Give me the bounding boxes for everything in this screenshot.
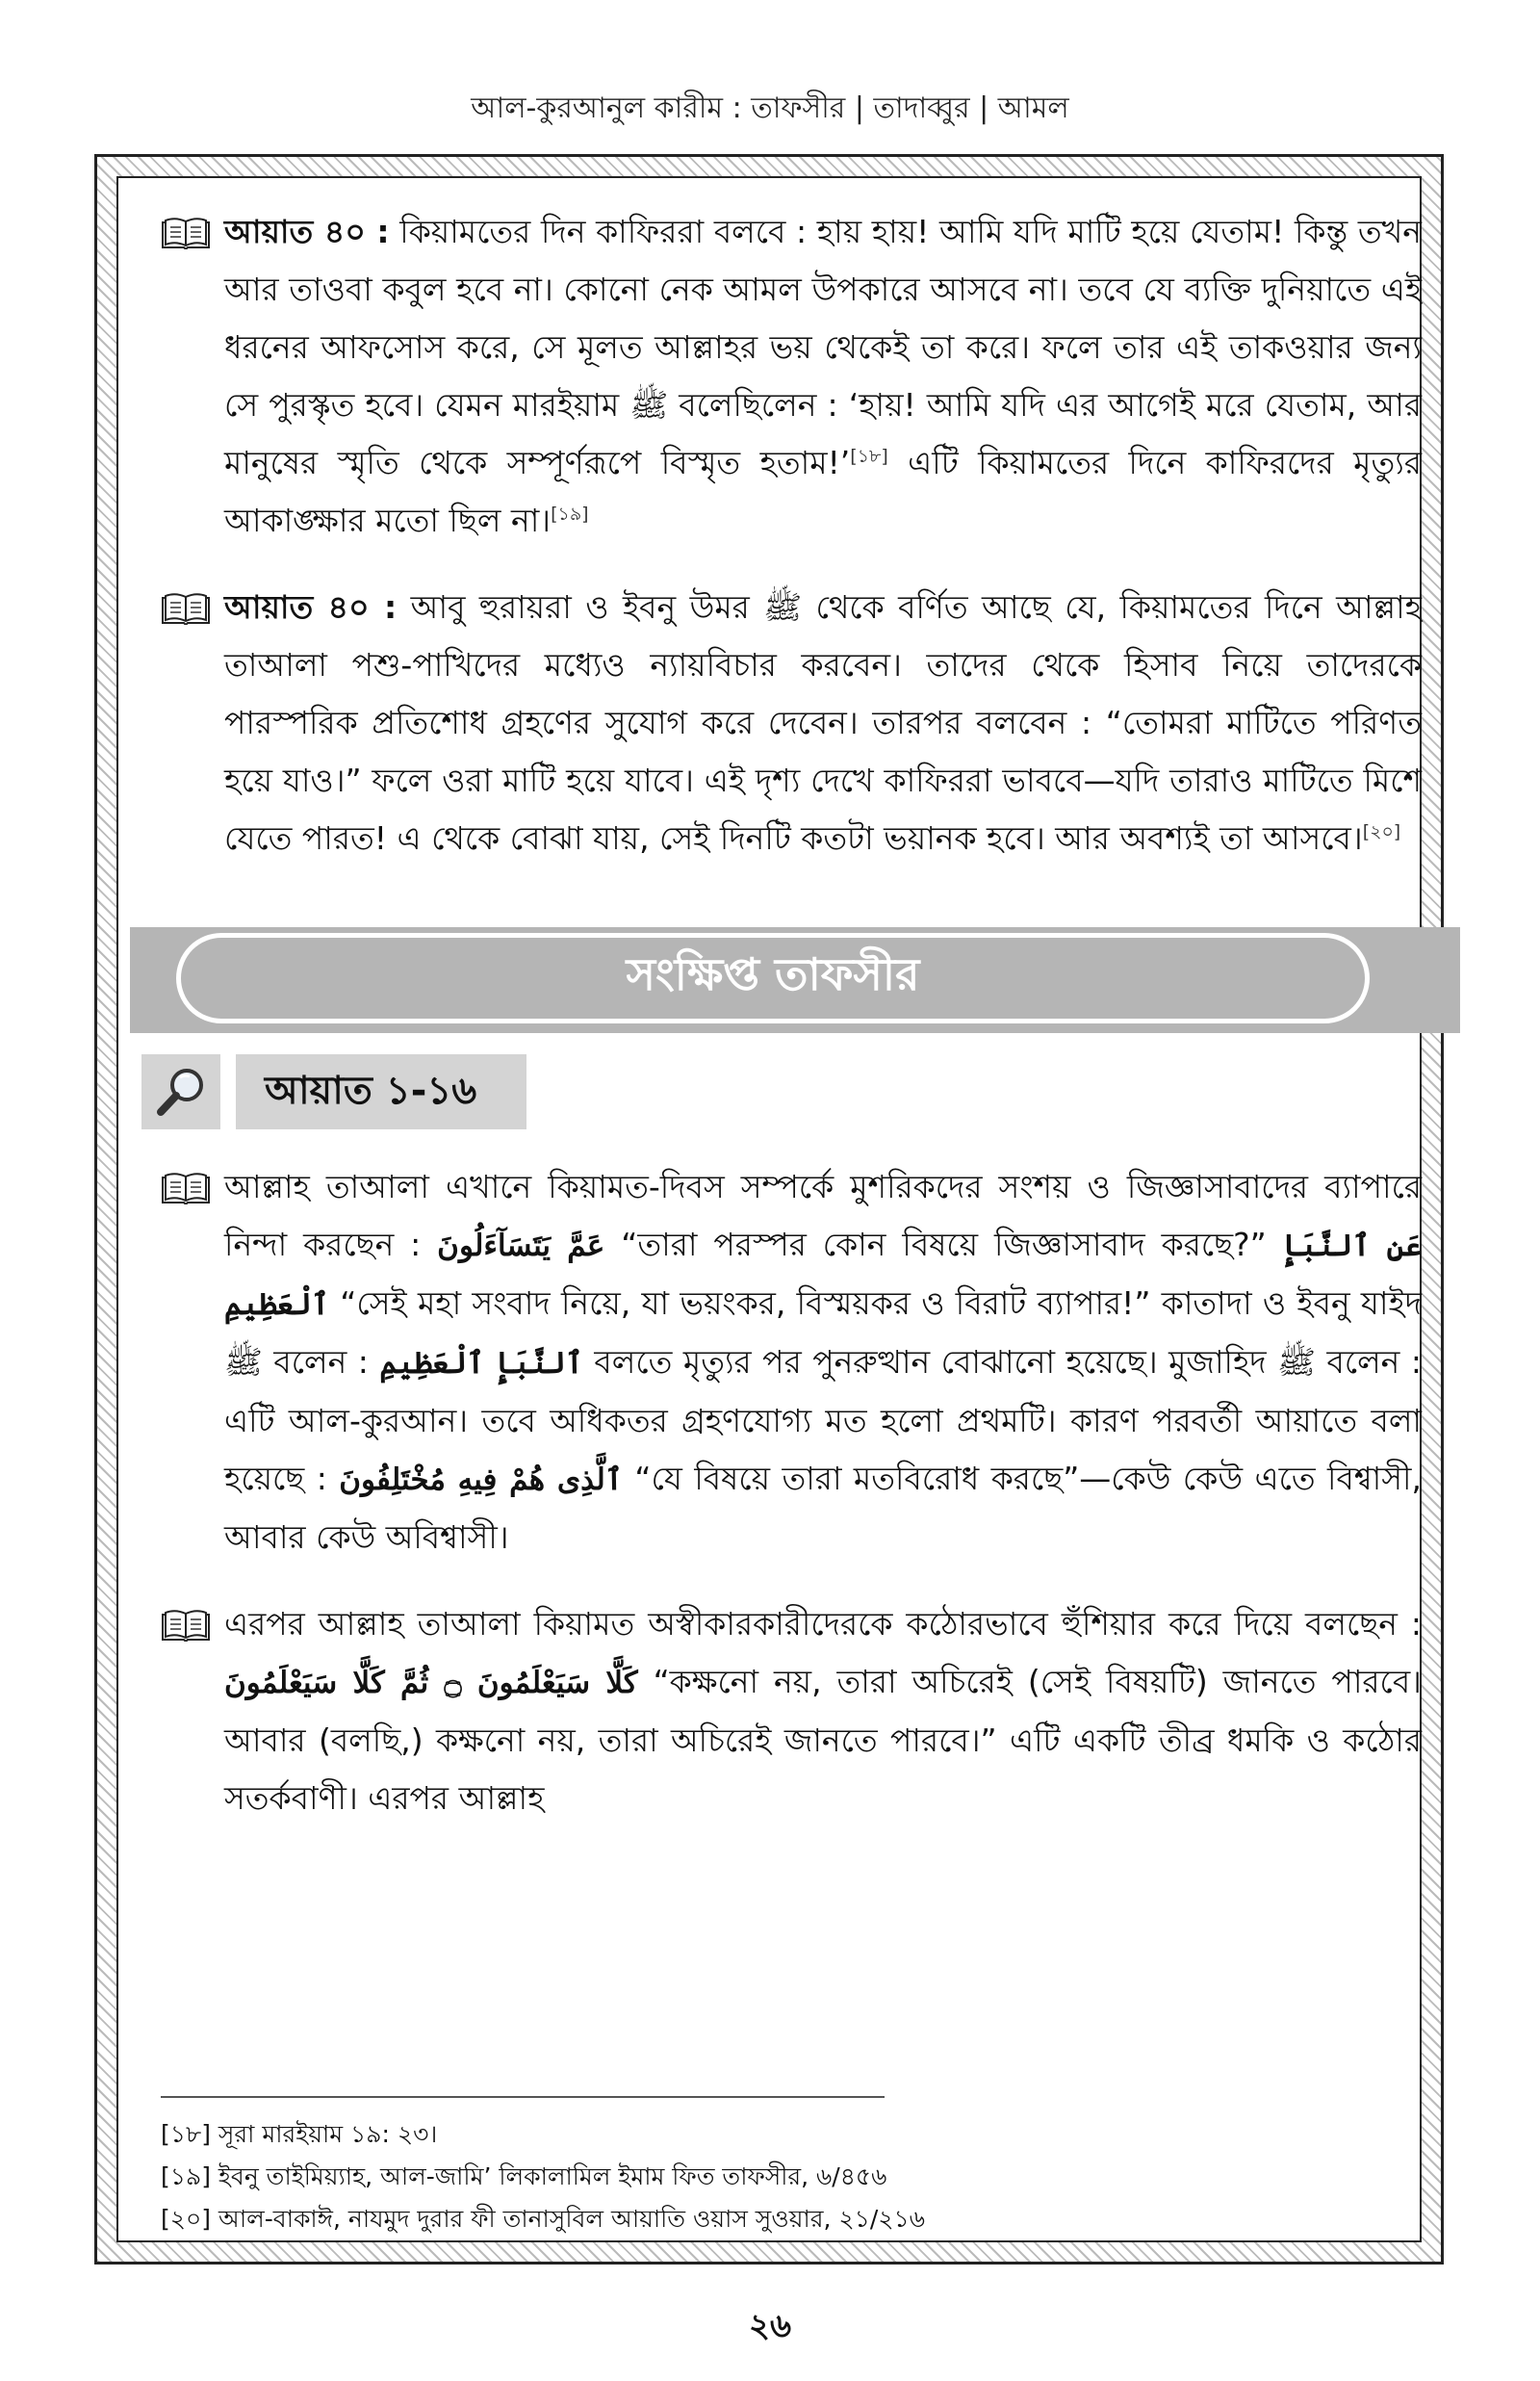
paragraph-text: “তারা পরস্পর কোন বিষয়ে জিজ্ঞাসাবাদ করছে?” <box>604 1226 1283 1263</box>
section-title: সংক্ষিপ্ত তাফসীর <box>176 933 1370 1023</box>
open-book-icon <box>161 592 211 625</box>
paragraph-text-cont: এটি কিয়ামতের দিনে কাফিরদের মৃত্যুর আকাঙ্ক্ষার মতো ছিল না। <box>224 444 1422 539</box>
paragraph-text: “সেই মহা সংবাদ নিয়ে, যা ভয়ংকর, বিস্ময়কর ও বিরাট ব্যাপার!” কাতাদা ও ইবনু যাইদ ﷺ বলেন : <box>224 1284 1422 1381</box>
open-book-icon <box>161 1172 211 1204</box>
ayah-label: আয়াত ৪০ : <box>224 213 390 250</box>
paragraph-text: আল্লাহ তাআলা এখানে কিয়ামত-দিবস সম্পর্কে মুশরিকদের সংশয় ও জিজ্ঞাসাবাদের ব্যাপারে নিন্দা করছেন : <box>224 1168 1422 1263</box>
footnote-ref[interactable]: [২০] <box>1362 821 1401 842</box>
arabic-verse: عَنِ ٱلنَّبَإِ ٱلْعَظِيمِ <box>224 1229 1422 1322</box>
magnifier-box <box>141 1054 220 1129</box>
paragraph-ayah-40-a <box>161 203 1422 550</box>
running-header: আল-কুরআনুল কারীম : তাফসীর | তাদাব্বুর | আমল <box>471 91 1069 125</box>
ornamental-frame <box>94 154 1444 2265</box>
paragraph-tafsir-2 <box>161 1595 1422 1827</box>
paragraph-tafsir-1 <box>161 1158 1422 1566</box>
footnote-ref[interactable]: [১৮] <box>850 446 888 467</box>
paragraph-text: কিয়ামতের দিন কাফিররা বলবে : হায় হায়! আমি যদি মাটি হয়ে যেতাম! কিন্তু তখন আর তাওবা কবুল হবে না। কোনো নেক আমল উপকারে আসবে না। তবে যে ব্যক্তি দুনিয়াতে এই ধরনের আফসোস করে, সে মূলত আল্লাহর ভয় থেকেই তা করে। ফলে তার এই তাকওয়ার জন্য সে পুরস্কৃত হবে। যেমন মারইয়াম ﷺ বলেছিলেন : ‘হায়! আমি যদি এর আগেই মরে যেতাম, আর মানুষের স্মৃতি থেকে সম্পূর্ণরূপে বিস্মৃত হতাম!’ <box>224 213 1422 481</box>
footnote-19: [১৯] ইবনু তাইমিয়্যাহ, আল-জামি’ লিকালামিল ইমাম ফিত তাফসীর, ৬/৪৫৬ <box>161 2162 887 2190</box>
paragraph-ayah-40-b <box>161 579 1422 867</box>
paragraph-text: এরপর আল্লাহ তাআলা কিয়ামত অস্বীকারকারীদেরকে কঠোরভাবে হুঁশিয়ার করে দিয়ে বলছেন : <box>224 1605 1422 1643</box>
page-content <box>161 203 1422 1856</box>
open-book-icon <box>161 1609 211 1642</box>
ayah-range-label: আয়াত ১-১৬ <box>236 1054 526 1129</box>
page-number: ২৬ <box>748 2307 792 2345</box>
arabic-verse: كَلَّا سَيَعْلَمُونَ ۝ ثُمَّ كَلَّا سَيَعْلَمُونَ <box>224 1666 638 1700</box>
footnote-18: [১৮] সূরা মারইয়াম ১৯: ২৩। <box>161 2120 438 2148</box>
footnotes <box>161 2113 1316 2240</box>
footnote-divider <box>161 2096 885 2098</box>
footnote-ref[interactable]: [১৯] <box>551 504 589 525</box>
paragraph-text: “যে বিষয়ে তারা মতবিরোধ করছে”—কেউ কেউ এতে বিশ্বাসী, আবার কেউ অবিশ্বাসী। <box>224 1460 1422 1556</box>
magnifier-icon <box>153 1064 209 1120</box>
paragraph-text: আবু হুরায়রা ও ইবনু উমর ﷺ থেকে বর্ণিত আছে যে, কিয়ামতের দিনে আল্লাহ তাআলা পশু-পাখিদের মধ্যেও ন্যায়বিচার করবেন। তাদের থেকে হিসাব নিয়ে তাদেরকে পারস্পরিক প্রতিশোধ গ্রহণের সুযোগ করে দেবেন। তারপর বলবেন : “তোমরা মাটিতে পরিণত হয়ে যাও।” ফলে ওরা মাটি হয়ে যাবে। এই দৃশ্য দেখে কাফিররা ভাববে—যদি তারাও মাটিতে মিশে যেতে পারত! এ থেকে বোঝা যায়, সেই দিনটি কতটা ভয়ানক হবে। আর অবশ্যই তা আসবে। <box>224 588 1423 857</box>
footnote-20: [২০] আল-বাকাঈ, নাযমুদ দুরার ফী তানাসুবিল আয়াতি ওয়াস সুওয়ার, ২১/২১৬ <box>161 2205 925 2233</box>
frame-inner <box>116 176 1422 2242</box>
ayah-label: আয়াত ৪০ : <box>224 588 398 626</box>
paragraph-text: “কক্ষনো নয়, তারা অচিরেই (সেই বিষয়টি) জানতে পারবে। আবার (বলছি,) কক্ষনো নয়, তারা অচিরেই জানতে পারবে।” এটি একটি তীব্র ধমকি ও কঠোর সতর্কবাণী। এরপর আল্লাহ <box>224 1663 1422 1817</box>
arabic-verse: ٱلنَّبَإِ ٱلْعَظِيمِ <box>379 1346 583 1381</box>
open-book-icon <box>161 217 211 249</box>
arabic-verse: ٱلَّذِى هُمْ فِيهِ مُخْتَلِفُونَ <box>339 1462 624 1497</box>
arabic-verse: عَمَّ يَتَسَآءَلُونَ <box>437 1229 605 1263</box>
ayah-range-heading <box>141 1054 1422 1133</box>
section-banner <box>130 927 1460 1033</box>
paragraph-text: বলতে মৃত্যুর পর পুনরুত্থান বোঝানো হয়েছে। মুজাহিদ ﷺ বলেন : এটি আল-কুরআন। তবে অধিকতর গ্রহণযোগ্য মত হলো প্রথমটি। কারণ পরবর্তী আয়াতে বলা হয়েছে : <box>224 1343 1422 1497</box>
